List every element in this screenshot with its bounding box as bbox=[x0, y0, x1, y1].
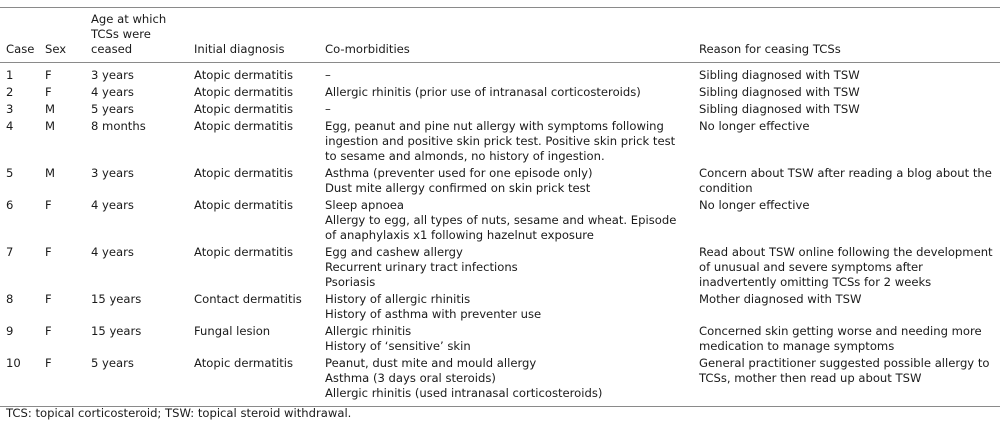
case-table bbox=[0, 7, 1000, 407]
table-row bbox=[0, 119, 1000, 166]
cell-diagnosis: Atopic dermatitis bbox=[194, 102, 294, 116]
cell-diagnosis: Atopic dermatitis bbox=[194, 85, 294, 99]
comorbidity-line: Recurrent urinary tract infections bbox=[325, 260, 518, 274]
cell-age: 5 years bbox=[91, 102, 134, 116]
cell-age: 15 years bbox=[91, 292, 142, 306]
cell-diagnosis: Atopic dermatitis bbox=[194, 198, 294, 212]
cell-age: 3 years bbox=[85, 63, 188, 86]
cell-sex: F bbox=[39, 356, 85, 407]
cell-comorbidities bbox=[319, 63, 693, 86]
comorbidity-line: – bbox=[325, 68, 331, 82]
table-row bbox=[0, 292, 1000, 324]
comorbidity-line: Asthma (3 days oral steroids) bbox=[325, 371, 496, 385]
cell-reason: Sibling diagnosed with TSW bbox=[693, 63, 1000, 86]
comorbidity-line: Allergic rhinitis (used intranasal corticosteroids) bbox=[325, 386, 603, 400]
cell-reason: General practitioner suggested possible allergy to TCSs, mother then read up about TSW bbox=[693, 356, 1000, 407]
header-diagnosis: Initial diagnosis bbox=[194, 42, 285, 56]
cell-comorbidities bbox=[319, 166, 693, 198]
cell-comorbidities bbox=[319, 85, 693, 102]
cell-sex: M bbox=[45, 102, 56, 116]
cell-sex: F bbox=[45, 292, 52, 306]
table-row bbox=[0, 85, 1000, 102]
cell-reason: Sibling diagnosed with TSW bbox=[699, 102, 860, 116]
cell-sex: M bbox=[45, 119, 56, 133]
table-row bbox=[0, 198, 1000, 245]
cell-reason: Concerned skin getting worse and needing more medication to manage symptoms bbox=[699, 324, 982, 353]
cell-sex: F bbox=[45, 198, 52, 212]
cell-age: 8 months bbox=[91, 119, 146, 133]
header-sex: Sex bbox=[45, 42, 67, 56]
cell-case: 3 bbox=[6, 102, 14, 116]
table-header bbox=[0, 8, 1000, 63]
table-row bbox=[0, 63, 1000, 86]
cell-comorbidities bbox=[319, 119, 693, 166]
cell-reason: Concern about TSW after reading a blog about the condition bbox=[699, 166, 992, 195]
cell-diagnosis: Atopic dermatitis bbox=[194, 119, 294, 133]
cell-diagnosis: Atopic dermatitis bbox=[194, 245, 294, 259]
cell-comorbidities bbox=[319, 292, 693, 324]
cell-case: 7 bbox=[6, 245, 14, 259]
comorbidity-line: Allergy to egg, all types of nuts, sesame and wheat. Episode of anaphylaxis x1 following hazelnut exposure bbox=[325, 213, 677, 242]
cell-case: 5 bbox=[6, 166, 14, 180]
cell-reason: Sibling diagnosed with TSW bbox=[699, 85, 860, 99]
cell-reason: Mother diagnosed with TSW bbox=[699, 292, 862, 306]
cell-sex: F bbox=[45, 245, 52, 259]
comorbidity-line: Allergic rhinitis (prior use of intranasal corticosteroids) bbox=[325, 85, 641, 99]
cell-diagnosis: Atopic dermatitis bbox=[188, 356, 319, 407]
cell-comorbidities bbox=[319, 356, 693, 407]
cell-comorbidities bbox=[319, 245, 693, 292]
cell-diagnosis: Fungal lesion bbox=[194, 324, 271, 338]
cell-age: 4 years bbox=[91, 198, 134, 212]
cell-diagnosis: Contact dermatitis bbox=[194, 292, 302, 306]
comorbidity-line: Peanut, dust mite and mould allergy bbox=[325, 356, 537, 370]
cell-age: 4 years bbox=[91, 245, 134, 259]
cell-case: 4 bbox=[6, 119, 14, 133]
comorbidity-line: Psoriasis bbox=[325, 275, 376, 289]
cell-case: 10 bbox=[0, 356, 39, 407]
cell-reason: Read about TSW online following the development of unusual and severe symptoms after inadvertently omitting TCSs for 2 weeks bbox=[699, 245, 993, 289]
cell-case: 9 bbox=[6, 324, 14, 338]
cell-case: 2 bbox=[6, 85, 14, 99]
header-row bbox=[0, 8, 1000, 63]
comorbidity-line: History of asthma with preventer use bbox=[325, 307, 542, 321]
table-body bbox=[0, 63, 1000, 407]
cell-diagnosis: Atopic dermatitis bbox=[194, 166, 294, 180]
table-row bbox=[0, 245, 1000, 292]
table-row bbox=[0, 356, 1000, 407]
cell-reason: No longer effective bbox=[699, 119, 810, 133]
cell-age: 5 years bbox=[85, 356, 188, 407]
cell-case: 6 bbox=[6, 198, 14, 212]
cell-sex: F bbox=[39, 63, 85, 86]
cell-comorbidities bbox=[319, 198, 693, 245]
cell-comorbidities bbox=[319, 324, 693, 356]
comorbidity-line: Dust mite allergy confirmed on skin prick test bbox=[325, 181, 591, 195]
table-row bbox=[0, 102, 1000, 119]
comorbidity-line: History of allergic rhinitis bbox=[325, 292, 471, 306]
table-row bbox=[0, 324, 1000, 356]
comorbidity-line: Sleep apnoea bbox=[325, 198, 405, 212]
cell-case: 1 bbox=[0, 63, 39, 86]
cell-age: 3 years bbox=[91, 166, 134, 180]
comorbidity-line: Egg and cashew allergy bbox=[325, 245, 463, 259]
comorbidity-line: – bbox=[325, 102, 331, 116]
cell-case: 8 bbox=[6, 292, 14, 306]
table-footnote: TCS: topical corticosteroid; TSW: topical steroid withdrawal. bbox=[6, 406, 352, 420]
cell-diagnosis: Atopic dermatitis bbox=[188, 63, 319, 86]
cell-comorbidities bbox=[319, 102, 693, 119]
cell-age: 4 years bbox=[91, 85, 134, 99]
table-row bbox=[0, 166, 1000, 198]
header-comorbidities: Co-morbidities bbox=[325, 42, 410, 56]
cell-reason: No longer effective bbox=[699, 198, 810, 212]
comorbidity-line: Egg, peanut and pine nut allergy with symptoms following ingestion and positive skin prick test. Positive skin prick test to sesame and almonds, no history of ingestion. bbox=[325, 119, 676, 163]
comorbidity-line: History of ‘sensitive’ skin bbox=[325, 339, 471, 353]
comorbidity-line: Allergic rhinitis bbox=[325, 324, 412, 338]
header-age: Age at which TCSs were ceased bbox=[91, 12, 167, 56]
cell-sex: F bbox=[45, 85, 52, 99]
cell-sex: F bbox=[45, 324, 52, 338]
header-case: Case bbox=[6, 42, 35, 56]
comorbidity-line: Asthma (preventer used for one episode only) bbox=[325, 166, 593, 180]
header-reason: Reason for ceasing TCSs bbox=[699, 42, 841, 56]
cell-age: 15 years bbox=[91, 324, 142, 338]
cell-sex: M bbox=[45, 166, 56, 180]
